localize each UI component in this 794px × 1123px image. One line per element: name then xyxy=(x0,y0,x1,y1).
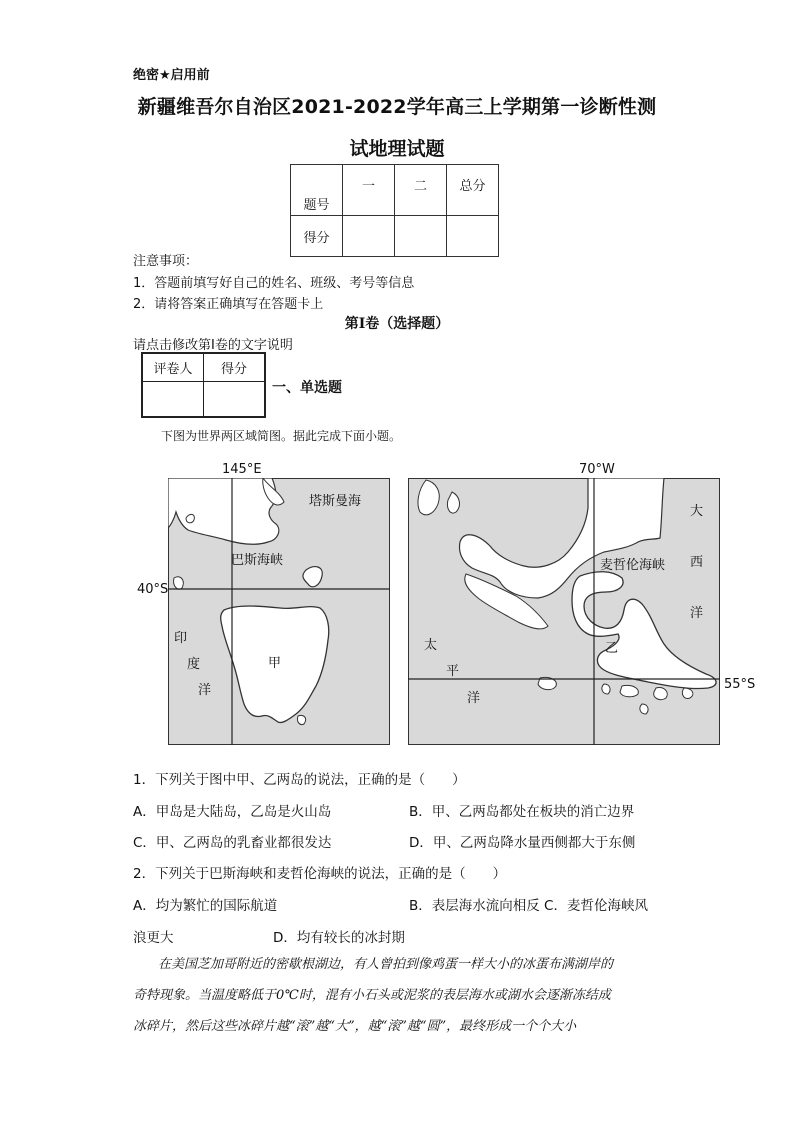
passage-line: 奇特现象。当温度略低于0℃时，混有小石头或泥浆的表层海水或湖水会逐渐冻结成 xyxy=(133,988,611,1003)
label-pacific-1: 太 xyxy=(424,638,438,653)
question-2-option-a[interactable]: A．均为繁忙的国际航道 xyxy=(133,898,278,914)
west-islet xyxy=(174,577,184,590)
question-2-stem: 2．下列关于巴斯海峡和麦哲伦海峡的说法，正确的是（ ） xyxy=(133,866,507,882)
notice-item: 1．答题前填写好自己的姓名、班级、考号等信息 xyxy=(133,276,415,291)
volume-hint[interactable]: 请点击修改第I卷的文字说明 xyxy=(133,338,293,353)
question-1-option-c[interactable]: C．甲、乙两岛的乳畜业都很发达 xyxy=(133,835,332,851)
score-header-cell: 总分 xyxy=(447,165,499,216)
secret-label: 绝密★启用前 xyxy=(133,68,210,83)
lon-label-70w: 70°W xyxy=(579,462,615,477)
south-islet xyxy=(654,688,668,700)
score-row-label: 得分 xyxy=(291,216,343,257)
label-bass-strait: 巴斯海峡 xyxy=(231,553,284,568)
notice-heading: 注意事项： xyxy=(133,254,199,269)
section-title: 一、单选题 xyxy=(272,380,342,396)
score-table xyxy=(290,164,499,257)
question-2-option-bc[interactable]: B．表层海水流向相反 C．麦哲伦海峡风 xyxy=(409,898,648,914)
label-atlantic-2: 西 xyxy=(690,555,704,570)
tasmania-islet xyxy=(297,715,305,724)
score-header-cell: 一 xyxy=(343,165,395,216)
lat-label-40s: 40°S xyxy=(137,582,169,597)
map-magellan xyxy=(408,478,720,745)
question-1-option-b[interactable]: B．甲、乙两岛都处在板块的消亡边界 xyxy=(409,804,635,820)
score-cell[interactable] xyxy=(447,216,499,257)
grader-header-cell: 评卷人 xyxy=(142,353,204,382)
grader-cell[interactable] xyxy=(142,382,204,418)
question-1-stem: 1．下列关于图中甲、乙两岛的说法，正确的是（ ） xyxy=(133,772,466,788)
south-islet xyxy=(620,685,638,696)
grader-table xyxy=(141,352,266,418)
exam-title-line2: 试地理试题 xyxy=(349,138,445,160)
label-magellan-strait: 麦哲伦海峡 xyxy=(600,558,666,573)
lat-label-55s: 55°S xyxy=(724,677,756,692)
lon-label-145e: 145°E xyxy=(222,462,262,477)
question-1-option-a[interactable]: A．甲岛是大陆岛，乙岛是火山岛 xyxy=(133,804,332,820)
label-island-yi: 乙 xyxy=(605,641,619,656)
grader-cell[interactable] xyxy=(204,382,266,418)
label-pacific-2: 平 xyxy=(446,664,460,679)
label-island-jia: 甲 xyxy=(268,656,282,671)
label-indian-ocean-1: 印 xyxy=(174,631,188,646)
question-1-option-d[interactable]: D．甲、乙两岛降水量西侧都大于东侧 xyxy=(409,835,636,851)
south-islet xyxy=(640,704,648,714)
label-tasman-sea: 塔斯曼海 xyxy=(309,494,362,509)
label-indian-ocean-3: 洋 xyxy=(198,683,212,698)
south-islet xyxy=(602,684,610,694)
question-2-option-d[interactable]: D．均有较长的冰封期 xyxy=(273,930,405,946)
passage-line: 冰碎片，然后这些冰碎片越“滚”越“大”，越“滚”越“圆”，最终形成一个个大小 xyxy=(133,1019,577,1034)
score-header-cell: 题号 xyxy=(291,165,343,216)
score-header-cell: 二 xyxy=(395,165,447,216)
grader-header-cell: 得分 xyxy=(204,353,266,382)
passage-line: 在美国芝加哥附近的密歇根湖边，有人曾拍到像鸡蛋一样大小的冰蛋布满湖岸的 xyxy=(158,957,614,972)
label-atlantic-1: 大 xyxy=(690,504,704,519)
question-2-option-c-cont: 浪更大 xyxy=(133,930,174,946)
map-intro: 下图为世界两区域简图。据此完成下面小题。 xyxy=(161,429,402,443)
notice-item: 2．请将答案正确填写在答题卡上 xyxy=(133,297,324,312)
map-tasmania xyxy=(168,478,390,745)
exam-title-line1: 新疆维吾尔自治区2021-2022学年高三上学期第一诊断性测 xyxy=(137,96,657,118)
label-indian-ocean-2: 度 xyxy=(187,657,201,672)
label-atlantic-3: 洋 xyxy=(690,606,704,621)
label-pacific-3: 洋 xyxy=(467,691,481,706)
score-cell[interactable] xyxy=(395,216,447,257)
volume-title: 第I卷（选择题） xyxy=(344,316,450,332)
score-cell[interactable] xyxy=(343,216,395,257)
